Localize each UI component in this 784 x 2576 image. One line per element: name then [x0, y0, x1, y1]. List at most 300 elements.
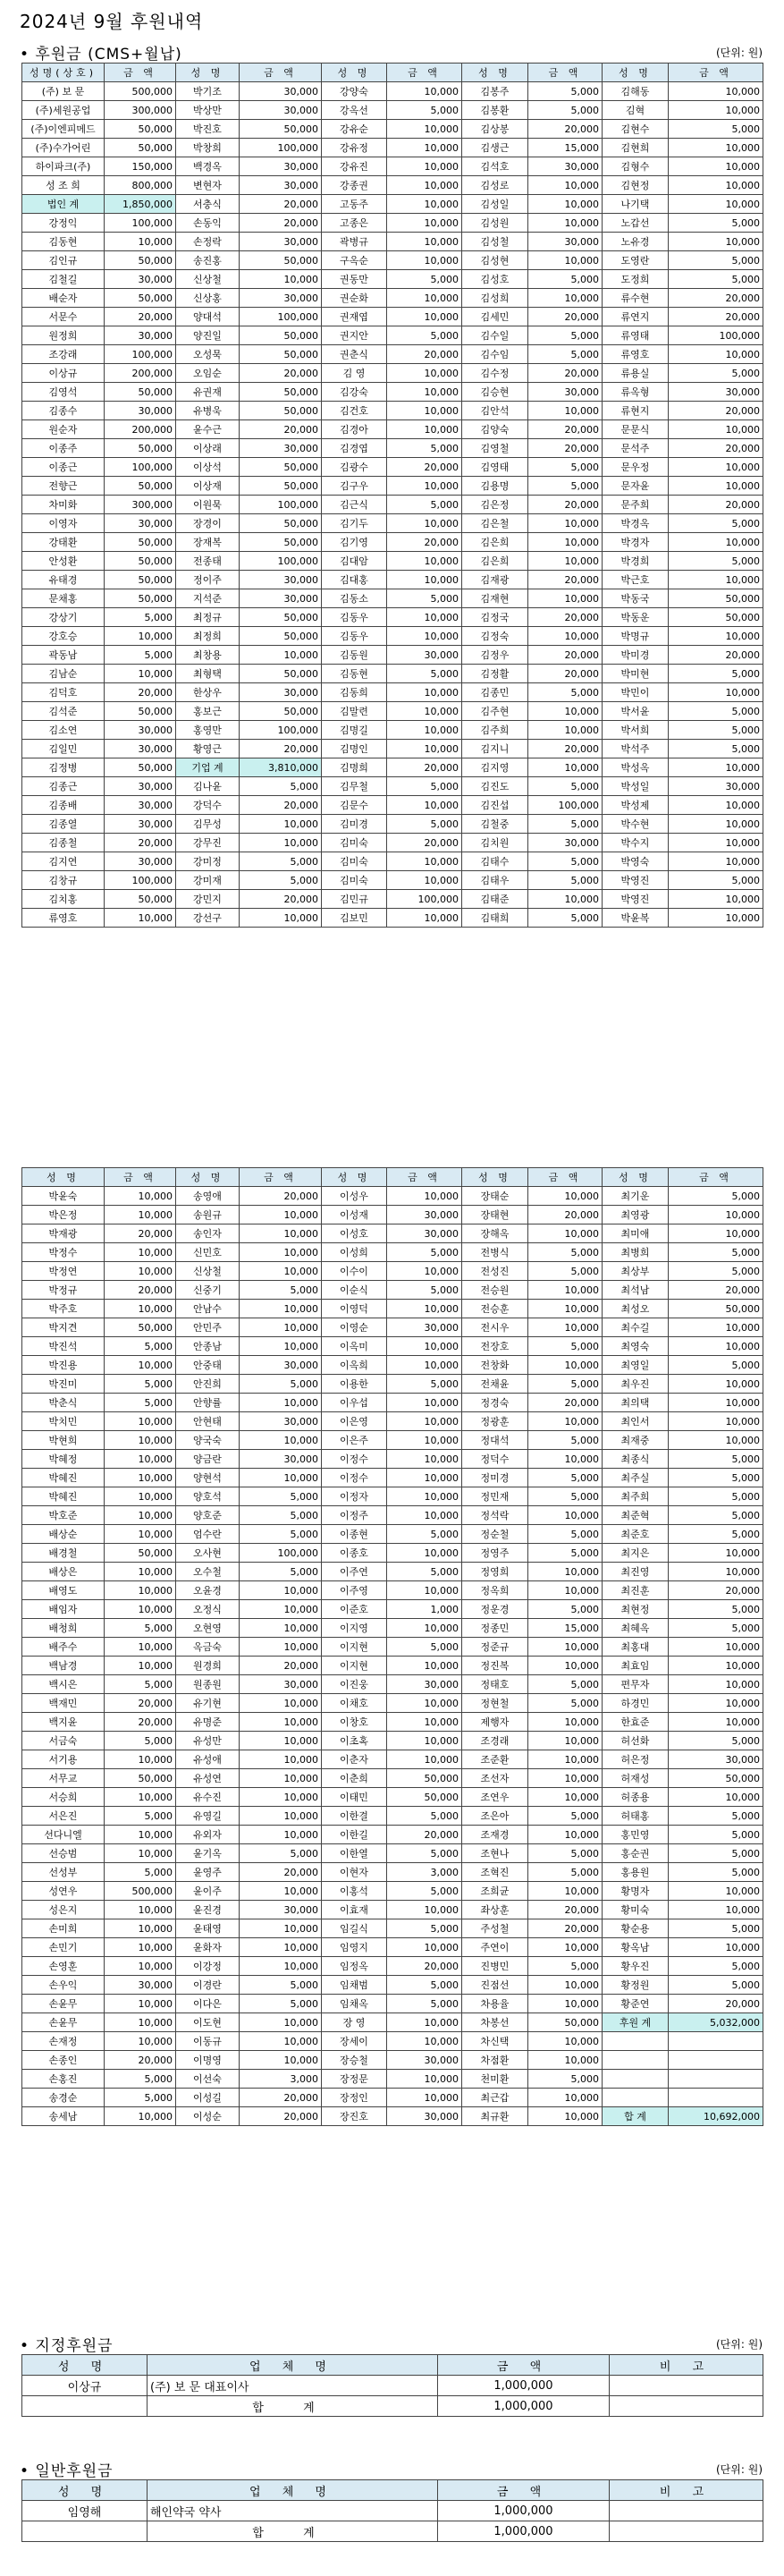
total-label: 합 계	[148, 2396, 438, 2417]
donor-name-cell: 김지연	[22, 852, 105, 871]
amount-cell: 5,000	[105, 608, 176, 627]
amount-cell: 10,000	[528, 1318, 603, 1337]
donor-name-cell: 전향근	[22, 477, 105, 496]
amount-cell: 50,000	[105, 383, 176, 402]
total-label: 합 계	[148, 2521, 438, 2542]
donor-name-cell: 이명영	[176, 2051, 240, 2070]
amount-cell: 5,000	[528, 1243, 603, 1262]
donor-name-cell: 송세남	[22, 2107, 105, 2126]
donor-name-cell: 안중태	[176, 1356, 240, 1375]
amount-cell: 5,000	[669, 1732, 763, 1750]
amount-cell: 50,000	[105, 702, 176, 721]
amount-cell: 10,000	[387, 1901, 462, 1919]
donor-name-cell: 류연지	[603, 308, 669, 326]
donor-name-cell: 손민기	[22, 1938, 105, 1957]
amount-cell: 10,000	[669, 1224, 763, 1243]
table-row	[22, 420, 763, 439]
total-row	[22, 2396, 763, 2417]
amount-cell: 5,000	[387, 101, 462, 120]
amount-cell: 10,000	[387, 1694, 462, 1713]
table-row	[22, 1487, 763, 1506]
donor-name-cell: 오성묵	[176, 345, 240, 364]
table-row	[22, 496, 763, 514]
amount-cell: 500,000	[105, 82, 176, 101]
general-support-table	[21, 2479, 763, 2542]
donor-name-cell: 장정문	[322, 2070, 387, 2089]
donor-name-cell: 문우정	[603, 458, 669, 477]
amount-cell: 50,000	[105, 477, 176, 496]
donor-name-cell: 노갑선	[603, 214, 669, 233]
amount-cell: 10,000	[528, 1281, 603, 1300]
donor-name-cell: 김성현	[462, 251, 528, 270]
amount-cell: 100,000	[105, 214, 176, 233]
donor-name-cell: 박기조	[176, 82, 240, 101]
amount-cell: 10,000	[240, 1469, 322, 1487]
donor-name-cell: 유기현	[176, 1694, 240, 1713]
support-table-1	[21, 63, 763, 928]
table-row	[22, 1600, 763, 1619]
donor-name-cell: 김대암	[322, 552, 387, 571]
amount-cell: 5,000	[528, 1262, 603, 1281]
donor-name-cell: 강유순	[322, 120, 387, 139]
donor-name-cell: 장 영	[322, 2013, 387, 2032]
donor-name-cell: 황우진	[603, 1957, 669, 1976]
col-header-name: 성 명	[603, 1168, 669, 1187]
amount-cell: 10,000	[528, 214, 603, 233]
amount-cell: 5,000	[387, 665, 462, 683]
donor-name-cell: 고종은	[322, 214, 387, 233]
table-row	[22, 195, 763, 214]
amount-cell: 20,000	[528, 608, 603, 627]
amount-cell: 5,000	[387, 1281, 462, 1300]
amount-cell: 20,000	[528, 1206, 603, 1224]
col-header-name: 성 명	[22, 2480, 148, 2501]
donor-name-cell: 박경자	[603, 533, 669, 552]
amount-cell: 50,000	[240, 514, 322, 533]
donor-name-cell: 성은지	[22, 1901, 105, 1919]
amount-cell: 10,000	[387, 1356, 462, 1375]
donor-name-cell: 손윤무	[22, 1995, 105, 2013]
donor-name-cell: 최상부	[603, 1262, 669, 1281]
donor-name-cell: 서은진	[22, 1807, 105, 1826]
donor-name-cell: 홍용원	[603, 1863, 669, 1882]
donor-name-cell: 박정연	[22, 1262, 105, 1281]
donor-name-cell: 황준연	[603, 1995, 669, 2013]
donor-name-cell: 서무교	[22, 1769, 105, 1788]
amount-cell: 10,000	[669, 101, 763, 120]
donor-name-cell: 이성호	[322, 1224, 387, 1243]
donor-name-cell: 최영숙	[603, 1337, 669, 1356]
amount-cell: 10,000	[105, 2013, 176, 2032]
amount-cell: 10,000	[669, 233, 763, 251]
amount-cell: 5,000	[528, 101, 603, 120]
donor-name-cell: 김성희	[462, 289, 528, 308]
amount-cell: 30,000	[240, 289, 322, 308]
donor-name-cell: 전종태	[176, 552, 240, 571]
donor-name-cell: 최규환	[462, 2107, 528, 2126]
amount-cell: 10,000	[669, 1938, 763, 1957]
donor-name-cell: 김지니	[462, 740, 528, 758]
amount-cell: 100,000	[240, 552, 322, 571]
company-cell: (주) 보 문 대표이사	[148, 2376, 438, 2396]
amount-cell: 30,000	[105, 740, 176, 758]
amount-cell: 10,000	[669, 1412, 763, 1431]
amount-cell: 800,000	[105, 176, 176, 195]
amount-cell: 20,000	[105, 1713, 176, 1732]
table-row	[22, 1844, 763, 1863]
amount-cell: 20,000	[105, 1694, 176, 1713]
amount-cell: 20,000	[105, 1224, 176, 1243]
donor-name-cell: 박정규	[22, 1281, 105, 1300]
donor-name-cell: 이종근	[22, 458, 105, 477]
donor-name-cell: 최재중	[603, 1431, 669, 1450]
amount-cell: 10,000	[387, 608, 462, 627]
donor-name-cell: 최의택	[603, 1394, 669, 1412]
donor-name-cell: 배영도	[22, 1581, 105, 1600]
amount-cell: 10,000	[240, 1619, 322, 1638]
donor-name-cell: 백재민	[22, 1694, 105, 1713]
donor-name-cell: 권춘식	[322, 345, 387, 364]
amount-cell: 30,000	[240, 1450, 322, 1469]
donor-name-cell: (주)세원공업	[22, 101, 105, 120]
donor-name-cell: 안종남	[176, 1337, 240, 1356]
amount-cell: 10,000	[240, 1262, 322, 1281]
donor-name-cell: 박성제	[603, 796, 669, 815]
amount-cell: 10,000	[669, 345, 763, 364]
col-header-company: 업 체 명	[148, 2480, 438, 2501]
amount-cell: 10,000	[669, 815, 763, 834]
donor-name-cell: 배순자	[22, 289, 105, 308]
donor-name-cell: 제행자	[462, 1713, 528, 1732]
table-row	[22, 120, 763, 139]
donor-name-cell: 최지은	[603, 1544, 669, 1563]
donor-name-cell: 김정우	[462, 646, 528, 665]
amount-cell: 5,000	[669, 1187, 763, 1206]
donor-name-cell: 이상래	[176, 439, 240, 458]
donor-name-cell: 강유정	[322, 139, 387, 157]
donor-name-cell: 조현나	[462, 1844, 528, 1863]
amount-cell: 10,000	[528, 2032, 603, 2051]
amount-cell: 10,000	[528, 721, 603, 740]
amount-cell: 10,000	[387, 2070, 462, 2089]
donor-name-cell: 김성원	[462, 214, 528, 233]
amount-cell: 10,000	[240, 270, 322, 289]
donor-name-cell: 유외자	[176, 1826, 240, 1844]
donor-name-cell: 이정수	[322, 1450, 387, 1469]
amount-cell: 10,000	[669, 1394, 763, 1412]
donor-name-cell: 최영일	[603, 1356, 669, 1375]
amount-cell: 20,000	[387, 345, 462, 364]
donor-name-cell: 최진훈	[603, 1581, 669, 1600]
donor-name-cell: 윤태영	[176, 1919, 240, 1938]
amount-cell: 5,000	[240, 1563, 322, 1581]
amount-cell: 30,000	[240, 439, 322, 458]
table-row	[22, 1750, 763, 1769]
amount-cell: 20,000	[240, 364, 322, 383]
empty-cell	[610, 2396, 763, 2417]
donor-name-cell: 박상만	[176, 101, 240, 120]
donor-name-cell: 유영길	[176, 1807, 240, 1826]
amount-cell: 100,000	[240, 721, 322, 740]
amount-cell	[669, 2070, 763, 2089]
amount-cell: 30,000	[240, 1412, 322, 1431]
amount-cell: 10,000	[387, 364, 462, 383]
table-row	[22, 233, 763, 251]
donor-name-cell: 박창희	[176, 139, 240, 157]
amount-cell: 10,000	[528, 1732, 603, 1750]
amount-cell: 30,000	[669, 777, 763, 796]
table-row	[22, 1826, 763, 1844]
donor-name-cell: 김양숙	[462, 420, 528, 439]
donor-name-cell: 장승철	[322, 2051, 387, 2070]
donor-name-cell	[603, 2089, 669, 2107]
donor-name-cell: 김재현	[462, 589, 528, 608]
table-row	[22, 383, 763, 402]
amount-cell: 20,000	[528, 496, 603, 514]
amount-cell: 10,000	[387, 2032, 462, 2051]
donor-name-cell: 유성애	[176, 1750, 240, 1769]
donor-name-cell: 하경민	[603, 1694, 669, 1713]
amount-cell: 10,000	[387, 702, 462, 721]
donor-name-cell: 윤영주	[176, 1863, 240, 1882]
donor-name-cell: 이태민	[322, 1788, 387, 1807]
donor-name-cell: 유태경	[22, 571, 105, 589]
amount-cell: 30,000	[669, 1750, 763, 1769]
amount-cell: 10,000	[669, 1337, 763, 1356]
donor-name-cell: 문주희	[603, 496, 669, 514]
donor-name-cell: 선성부	[22, 1863, 105, 1882]
amount-cell: 5,000	[528, 871, 603, 890]
table-row	[22, 1375, 763, 1394]
donor-name-cell: 조은아	[462, 1807, 528, 1826]
amount-cell: 30,000	[105, 796, 176, 815]
donor-name-cell: 강미정	[176, 852, 240, 871]
amount-cell: 5,000	[387, 1882, 462, 1901]
donor-name-cell: 배경철	[22, 1544, 105, 1563]
amount-cell: 10,000	[528, 1224, 603, 1243]
amount-cell: 50,000	[669, 608, 763, 627]
amount-cell: 5,000	[387, 1807, 462, 1826]
donor-name-cell: 김봉환	[462, 101, 528, 120]
table-row	[22, 1901, 763, 1919]
donor-name-cell: 김영태	[462, 458, 528, 477]
amount-cell: 20,000	[240, 890, 322, 909]
amount-cell: 10,000	[105, 1826, 176, 1844]
donor-name-cell: 이지영	[322, 1619, 387, 1638]
table-row	[22, 589, 763, 608]
donor-name-cell: 곽병규	[322, 233, 387, 251]
donor-name-cell: 김태우	[462, 871, 528, 890]
donor-name-cell: 류영호	[603, 345, 669, 364]
amount-cell: 30,000	[528, 233, 603, 251]
amount-cell: 5,000	[387, 1525, 462, 1544]
donor-name-cell: 양대석	[176, 308, 240, 326]
donor-name-cell: 김동우	[322, 608, 387, 627]
amount-cell: 100,000	[240, 496, 322, 514]
table-row	[22, 458, 763, 477]
donor-name-cell: 이종호	[322, 1544, 387, 1563]
donor-name-cell: 박서희	[603, 721, 669, 740]
total-row	[22, 2521, 763, 2542]
donor-name-cell: 조경래	[462, 1732, 528, 1750]
amount-cell: 30,000	[105, 777, 176, 796]
donor-name-cell: 선승범	[22, 1844, 105, 1863]
amount-cell: 20,000	[387, 1826, 462, 1844]
unit-label: (단위: 원)	[716, 2338, 763, 2351]
amount-cell: 30,000	[240, 1675, 322, 1694]
amount-cell: 10,000	[105, 1262, 176, 1281]
donor-name-cell: 홍순권	[603, 1844, 669, 1863]
table-row	[22, 1300, 763, 1318]
donor-name-cell: 정영주	[462, 1544, 528, 1563]
amount-cell: 5,000	[669, 665, 763, 683]
table-row	[22, 1675, 763, 1694]
amount-cell: 5,000	[387, 1919, 462, 1938]
amount-cell: 5,000	[669, 1826, 763, 1844]
donor-name-cell: 정옥희	[462, 1581, 528, 1600]
donor-name-cell: 양진일	[176, 326, 240, 345]
amount-cell: 30,000	[240, 571, 322, 589]
amount-cell: 10,000	[669, 176, 763, 195]
donor-name-cell: 김종열	[22, 815, 105, 834]
amount-cell: 10,000	[105, 1788, 176, 1807]
donor-name-cell: 허은정	[603, 1750, 669, 1769]
amount-cell: 10,000	[387, 1337, 462, 1356]
amount-cell: 300,000	[105, 496, 176, 514]
donor-name-cell: 임길식	[322, 1919, 387, 1938]
amount-cell: 1,000	[387, 1600, 462, 1619]
amount-cell: 10,000	[528, 2089, 603, 2107]
donor-name-cell: 문문식	[603, 420, 669, 439]
amount-cell: 20,000	[387, 1957, 462, 1976]
table-row	[22, 1356, 763, 1375]
donor-name-cell: 이영덕	[322, 1300, 387, 1318]
amount-cell: 20,000	[387, 834, 462, 852]
table-row	[22, 364, 763, 383]
amount-cell: 5,000	[387, 1995, 462, 2013]
amount-cell: 10,000	[528, 1506, 603, 1525]
table-row	[22, 1882, 763, 1901]
amount-cell: 50,000	[240, 702, 322, 721]
amount-cell: 50,000	[387, 1769, 462, 1788]
amount-cell: 10,000	[105, 1506, 176, 1525]
amount-cell: 10,000	[105, 627, 176, 646]
col-header-amount: 금 액	[528, 64, 603, 82]
amount-cell: 10,000	[240, 1300, 322, 1318]
amount-cell: 10,000	[669, 1901, 763, 1919]
amount-cell: 10,000	[528, 533, 603, 552]
amount-cell: 10,000	[387, 214, 462, 233]
donor-name-cell: 이종주	[22, 439, 105, 458]
empty-cell	[22, 2521, 148, 2542]
donor-name-cell: 서충식	[176, 195, 240, 214]
donor-name-cell: 김치홍	[22, 890, 105, 909]
donor-name-cell: 오정식	[176, 1600, 240, 1619]
donor-name-cell: 강종권	[322, 176, 387, 195]
donor-name-cell: 최혜옥	[603, 1619, 669, 1638]
donor-name-cell: 김무성	[176, 815, 240, 834]
donor-name-cell: 신상홍	[176, 289, 240, 308]
amount-cell: 10,000	[528, 589, 603, 608]
amount-cell: 20,000	[528, 740, 603, 758]
donor-name-cell: 신중기	[176, 1281, 240, 1300]
donor-name-cell: 홍보근	[176, 702, 240, 721]
amount-cell: 20,000	[669, 439, 763, 458]
amount-cell: 10,000	[105, 1901, 176, 1919]
donor-name-cell: 박경희	[603, 552, 669, 571]
amount-cell: 30,000	[105, 815, 176, 834]
donor-name-cell: 이영순	[322, 1318, 387, 1337]
amount-cell: 10,000	[387, 195, 462, 214]
donor-name-cell: 손윤무	[22, 2013, 105, 2032]
donor-name-cell: 권재엽	[322, 308, 387, 326]
amount-cell: 10,000	[669, 82, 763, 101]
donor-name-cell: 김영석	[22, 383, 105, 402]
donor-name-cell: 배상은	[22, 1563, 105, 1581]
amount-cell: 10,000	[240, 1638, 322, 1657]
amount-cell: 10,000	[105, 909, 176, 928]
donor-name-cell: 하이파크(주)	[22, 157, 105, 176]
amount-cell: 5,000	[669, 1506, 763, 1525]
amount-cell: 10,000	[528, 1412, 603, 1431]
donor-name-cell: 박수현	[603, 815, 669, 834]
amount-cell: 20,000	[528, 120, 603, 139]
donor-name-cell: 전성진	[462, 1262, 528, 1281]
donor-name-cell: 오수철	[176, 1563, 240, 1581]
donor-name-cell: 정순철	[462, 1525, 528, 1544]
amount-cell: 20,000	[528, 1919, 603, 1938]
amount-cell: 5,000	[528, 1375, 603, 1394]
table-row	[22, 815, 763, 834]
donor-name-cell: 정대석	[462, 1431, 528, 1450]
donor-name-cell: 송원규	[176, 1206, 240, 1224]
table-row	[22, 82, 763, 101]
amount-cell: 5,000	[528, 345, 603, 364]
donor-name-cell: 이종현	[322, 1525, 387, 1544]
donor-name-cell: 조준환	[462, 1750, 528, 1769]
donor-name-cell: 정광훈	[462, 1412, 528, 1431]
donor-name-cell: 허종용	[603, 1788, 669, 1807]
donor-name-cell: 김창규	[22, 871, 105, 890]
donor-name-cell: 최기운	[603, 1187, 669, 1206]
amount-cell: 200,000	[105, 420, 176, 439]
amount-cell: 10,000	[669, 1788, 763, 1807]
amount-cell: 30,000	[528, 157, 603, 176]
donor-name-cell: 최정규	[176, 608, 240, 627]
amount-cell: 10,000	[387, 251, 462, 270]
donor-name-cell: 김경엽	[322, 439, 387, 458]
donor-name-cell: 김명길	[322, 721, 387, 740]
donor-name-cell: 문석주	[603, 439, 669, 458]
amount-cell: 10,000	[387, 139, 462, 157]
amount-cell: 50,000	[240, 627, 322, 646]
amount-cell: 100,000	[240, 308, 322, 326]
amount-cell: 5,000	[240, 852, 322, 871]
amount-cell: 10,000	[240, 1788, 322, 1807]
table-row	[22, 289, 763, 308]
donor-name-cell: 류현지	[603, 402, 669, 420]
section-title-general: • 일반후원금	[20, 2462, 114, 2480]
amount-cell: 10,000	[240, 1600, 322, 1619]
table-row	[22, 214, 763, 233]
amount-cell: 30,000	[387, 2051, 462, 2070]
donor-name-cell: 배상순	[22, 1525, 105, 1544]
amount-cell: 10,000	[240, 1807, 322, 1826]
donor-name-cell: 안남수	[176, 1300, 240, 1318]
amount-cell: 5,000	[105, 1675, 176, 1694]
table-row	[22, 2501, 763, 2521]
donor-name-cell: 조연우	[462, 1788, 528, 1807]
